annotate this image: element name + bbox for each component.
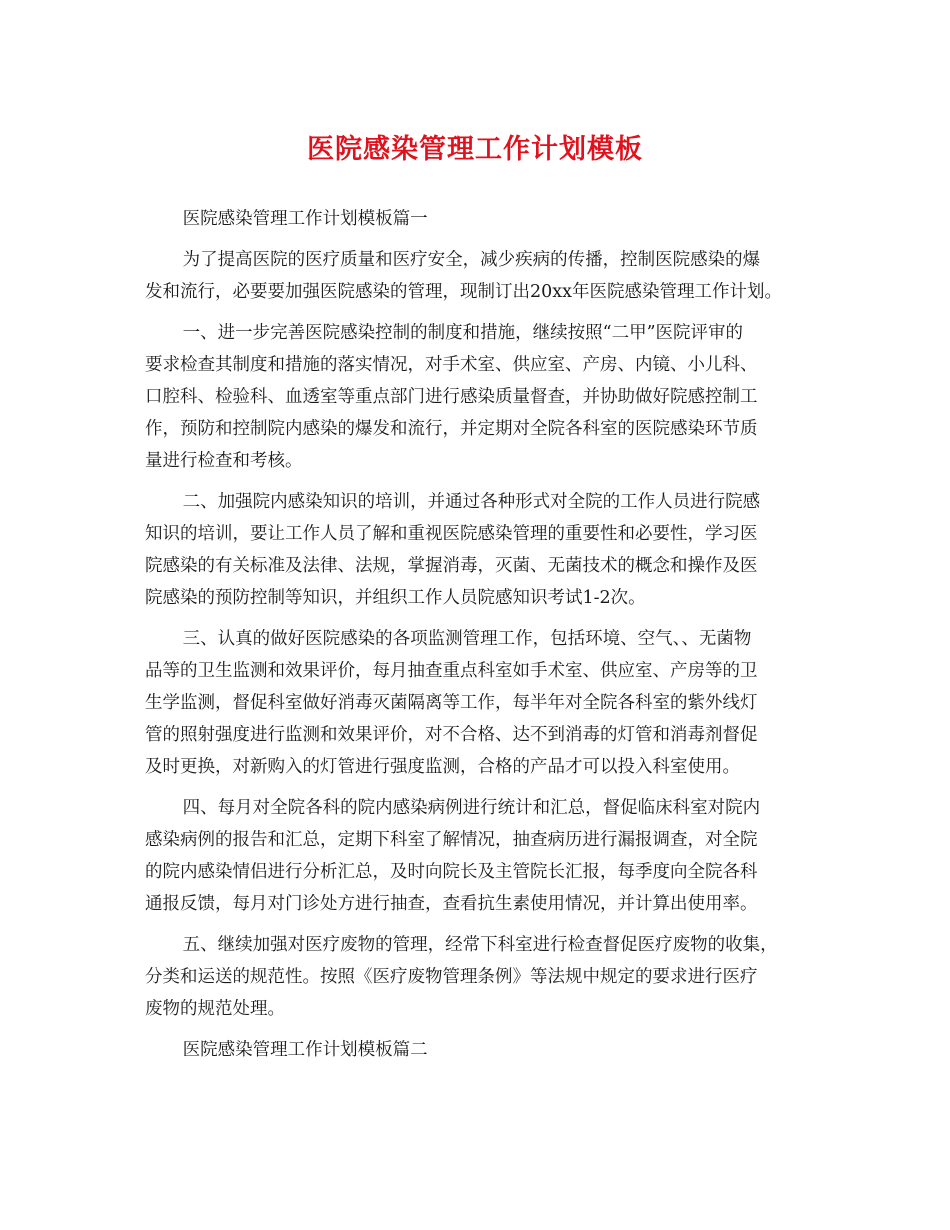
- text-line: 品等的卫生监测和效果评价，每月抽查重点科室如手术室、供应室、产房等的卫: [145, 661, 758, 681]
- section-heading-part-two: [145, 1034, 820, 1066]
- item-one-paragraph: [145, 317, 820, 477]
- item-five-paragraph: [145, 929, 820, 1025]
- text-line: 二、加强院内感染知识的培训，并通过各种形式对全院的工作人员进行院感: [182, 492, 761, 512]
- text-line: 三、认真的做好医院感染的各项监测管理工作，包括环境、空气、、无菌物: [182, 629, 752, 649]
- text-line: 要求检查其制度和措施的落实情况，对手术室、供应室、产房、内镜、小儿科、: [145, 355, 758, 375]
- text-line: 院感染的有关标准及法律、法规，掌握消毒，灭菌、无菌技术的概念和操作及医: [145, 556, 758, 576]
- text-line: 感染病例的报告和汇总，定期下科室了解情况，抽查病历进行漏报调查，对全院: [145, 830, 758, 850]
- section-heading-part-one: [145, 203, 820, 235]
- text-line: 通报反馈，每月对门诊处方进行抽查，查看抗生素使用情况，并计算出使用率。: [145, 894, 758, 914]
- item-three-paragraph: [145, 623, 820, 783]
- text-line: 院感染的预防控制等知识，并组织工作人员院感知识考试1-2次。: [145, 588, 646, 608]
- text-line: 量进行检查和考核。: [145, 451, 303, 471]
- text-line: 一、进一步完善医院感染控制的制度和措施，继续按照“二甲”医院评审的: [182, 323, 744, 343]
- text-line: 管的照射强度进行监测和效果评价，对不合格、达不到消毒的灯管和消毒剂督促: [145, 725, 758, 745]
- text-line: 为了提高医院的医疗质量和医疗安全，减少疾病的传播，控制医院感染的爆: [182, 250, 761, 270]
- text-line: 生学监测，督促科室做好消毒灭菌隔离等工作，每半年对全院各科室的紫外线灯: [145, 693, 758, 713]
- intro-paragraph: [145, 244, 820, 308]
- text-line: 医院感染管理工作计划模板篇一: [182, 209, 428, 229]
- item-two-paragraph: [145, 486, 820, 614]
- text-line: 医院感染管理工作计划模板篇二: [182, 1040, 428, 1060]
- item-four-paragraph: [145, 792, 820, 920]
- text-line: 发和流行，必要要加强医院感染的管理，现制订出20xx年医院感染管理工作计划。: [145, 282, 783, 302]
- document-title: 医院感染管理工作计划模板: [307, 134, 643, 165]
- text-line: 分类和运送的规范性。按照《医疗废物管理条例》等法规中规定的要求进行医疗: [145, 967, 758, 987]
- text-line: 知识的培训，要让工作人员了解和重视医院感染管理的重要性和必要性，学习医: [145, 524, 758, 544]
- text-line: 废物的规范处理。: [145, 999, 285, 1019]
- text-line: 的院内感染情侣进行分析汇总，及时向院长及主管院长汇报，每季度向全院各科: [145, 862, 758, 882]
- text-line: 及时更换，对新购入的灯管进行强度监测，合格的产品才可以投入科室使用。: [145, 757, 740, 777]
- document-body: [145, 203, 820, 1075]
- text-line: 口腔科、检验科、血透室等重点部门进行感染质量督查，并协助做好院感控制工: [145, 387, 758, 407]
- text-line: 五、继续加强对医疗废物的管理，经常下科室进行检查督促医疗废物的收集，: [182, 935, 778, 955]
- text-line: 作，预防和控制院内感染的爆发和流行，并定期对全院各科室的医院感染环节质: [145, 419, 758, 439]
- text-line: 四、每月对全院各科的院内感染病例进行统计和汇总，督促临床科室对院内: [182, 798, 761, 818]
